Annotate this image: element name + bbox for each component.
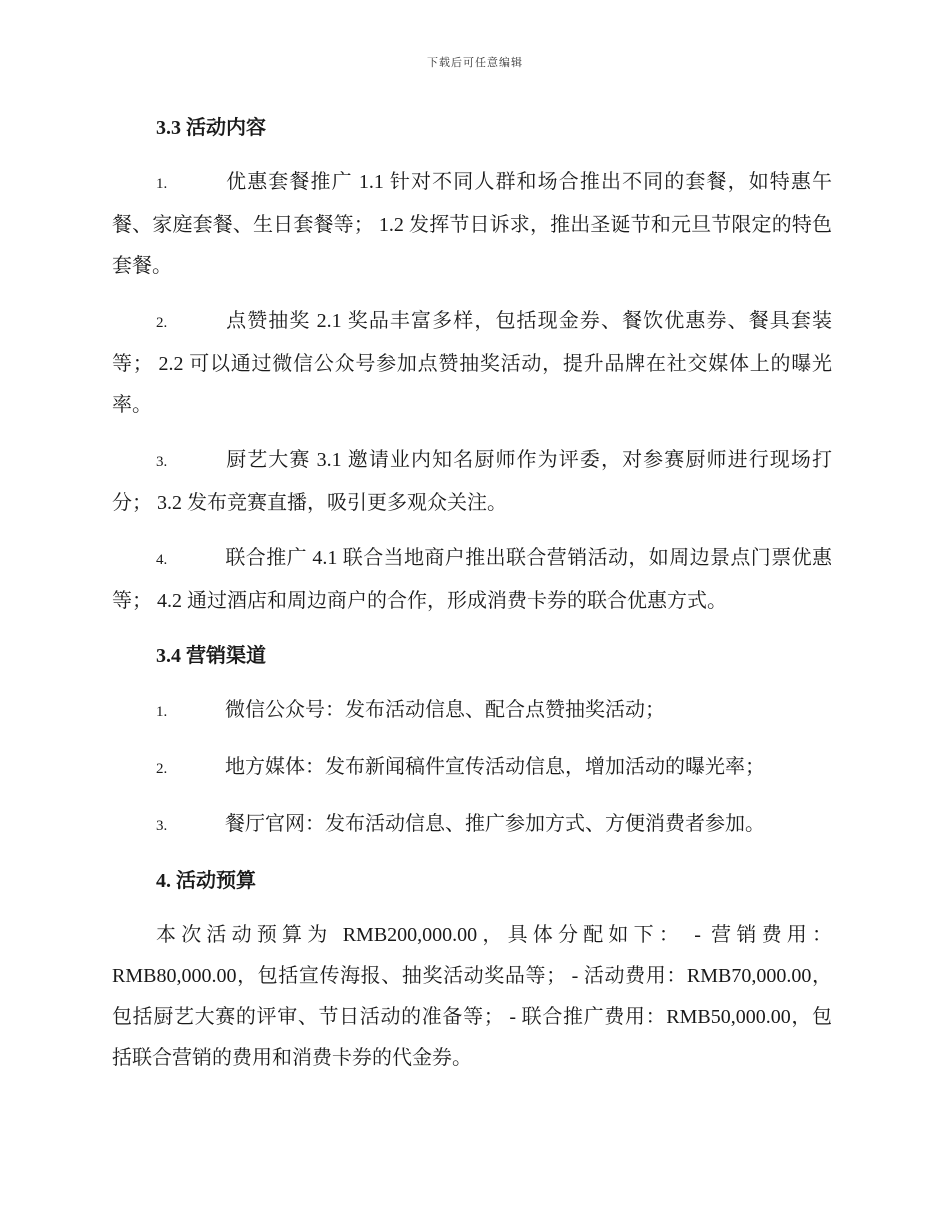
document-body (112, 108, 832, 1079)
item-text: 优惠套餐推广 1.1 针对不同人群和场合推出不同的套餐，如特惠午餐、家庭套餐、生日套餐等； 1.2 发挥节日诉求，推出圣诞节和元旦节限定的特色套餐。 (112, 171, 832, 277)
item-number: 4. (156, 552, 168, 568)
content-item-1 (112, 162, 832, 287)
section-heading-3-3: 3.3 活动内容 (156, 117, 266, 139)
item-number: 3. (156, 818, 168, 834)
item-text: 微信公众号：发布活动信息、配合点赞抽奖活动； (225, 699, 665, 721)
item-number: 1. (156, 704, 168, 720)
channel-item-3 (112, 804, 832, 847)
item-text: 地方媒体：发布新闻稿件宣传活动信息，增加活动的曝光率； (225, 756, 765, 778)
item-text: 厨艺大赛 3.1 邀请业内知名厨师作为评委，对参赛厨师进行现场打分； 3.2 发布竞赛直播，吸引更多观众关注。 (112, 449, 832, 514)
header-note: 下载后可任意编辑 (427, 57, 523, 69)
item-number: 3. (156, 454, 168, 470)
content-item-4 (112, 538, 832, 622)
item-number: 1. (156, 176, 168, 192)
section-heading-3-4: 3.4 营销渠道 (156, 645, 266, 667)
channel-item-2 (112, 747, 832, 790)
budget-paragraph: 本次活动预算为 RMB200,000.00，具体分配如下： - 营销费用：RMB80,000.00，包括宣传海报、抽奖活动奖品等； - 活动费用：RMB70,000.00，包括厨艺大赛的评审、节日活动的准备等； - 联合推广费用：RMB50,000.00，包括联合营销的费用和消费卡券的代金券。 (112, 924, 832, 1069)
item-text: 点赞抽奖 2.1 奖品丰富多样，包括现金券、餐饮优惠券、餐具套装等； 2.2 可以通过微信公众号参加点赞抽奖活动，提升品牌在社交媒体上的曝光率。 (112, 310, 832, 416)
section-heading-4: 4. 活动预算 (156, 870, 256, 892)
content-item-2 (112, 301, 832, 426)
item-text: 餐厅官网：发布活动信息、推广参加方式、方便消费者参加。 (225, 813, 765, 835)
item-number: 2. (156, 315, 168, 331)
item-text: 联合推广 4.1 联合当地商户推出联合营销活动，如周边景点门票优惠等； 4.2 通过酒店和周边商户的合作，形成消费卡券的联合优惠方式。 (112, 547, 832, 612)
item-number: 2. (156, 761, 168, 777)
content-item-3 (112, 440, 832, 524)
channel-item-1 (112, 690, 832, 733)
